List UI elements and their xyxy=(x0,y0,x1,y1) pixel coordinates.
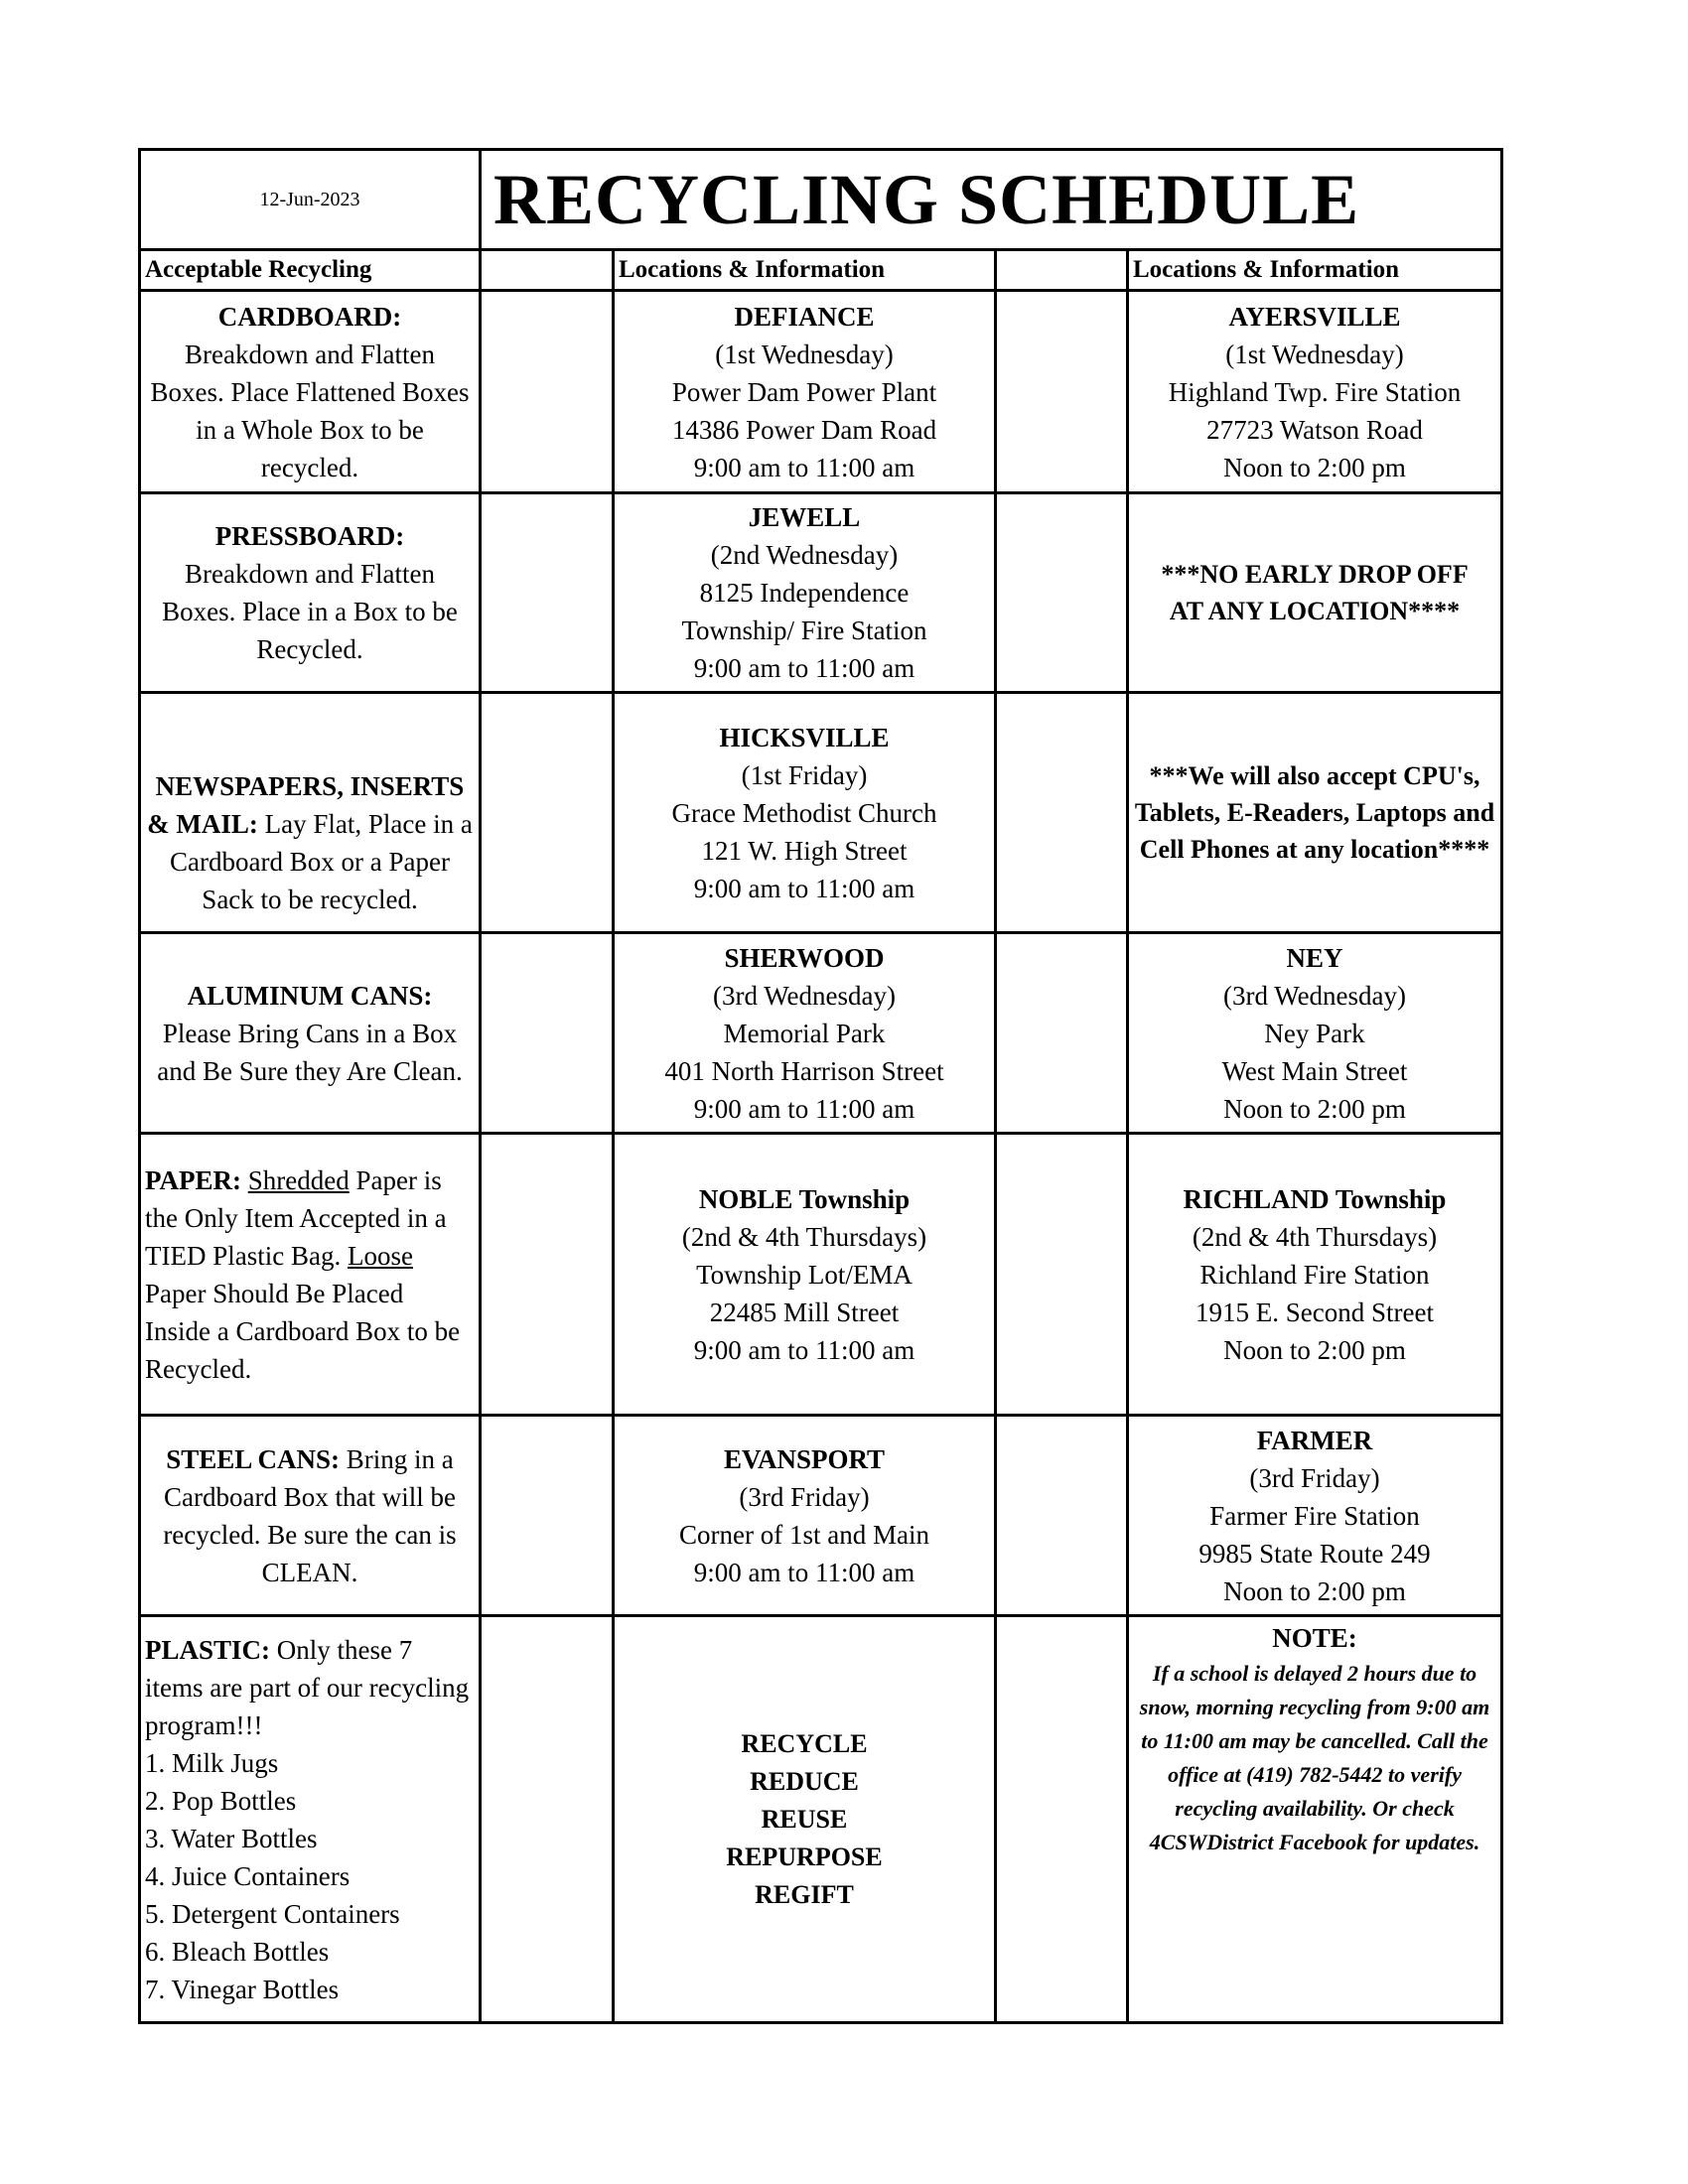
motto-cell xyxy=(614,1616,996,2023)
item-description: Breakdown and Flatten Boxes. Place in a Box to be Recycled. xyxy=(162,559,458,664)
item-label: PAPER: xyxy=(145,1164,241,1195)
location-farmer xyxy=(1128,1416,1502,1616)
spacer-cell xyxy=(996,933,1128,1134)
location-address: 27723 Watson Road xyxy=(1206,414,1423,445)
location-ayersville xyxy=(1128,291,1502,493)
item-description: Please Bring Cans in a Box and Be Sure they Are Clean. xyxy=(157,1018,463,1086)
no-early-drop-off-notice: ***NO EARLY DROP OFF AT ANY LOCATION**** xyxy=(1128,493,1502,693)
spacer-cell xyxy=(481,493,614,693)
location-place: Richland Fire Station xyxy=(1199,1259,1430,1290)
location-name: DEFIANCE xyxy=(734,301,875,332)
location-address: 1915 E. Second Street xyxy=(1196,1297,1434,1327)
item-pressboard xyxy=(140,493,481,693)
location-address: 121 W. High Street xyxy=(701,835,908,866)
location-place: Ney Park xyxy=(1264,1018,1365,1048)
note-text: If a school is delayed 2 hours due to snow, morning recycling from 9:00 am to 11:00 am may be cancelled. Call the office at (419) 782-5442 to verify recycling availability. Or check 4CSWDistrict Facebook for updates. xyxy=(1139,1661,1490,1854)
location-name: AYERSVILLE xyxy=(1228,301,1401,332)
location-name: NEY xyxy=(1286,942,1343,973)
item-description: Lay Flat, Place in a Cardboard Box or a Paper Sack to be recycled. xyxy=(170,808,473,914)
location-name: EVANSPORT xyxy=(723,1443,886,1474)
plastic-list-item: 3. Water Bottles xyxy=(145,1823,318,1853)
location-address: West Main Street xyxy=(1221,1055,1408,1086)
location-time: 9:00 am to 11:00 am xyxy=(693,873,915,903)
location-place: Power Dam Power Plant xyxy=(671,376,937,407)
location-time: Noon to 2:00 pm xyxy=(1223,1334,1406,1365)
location-richland-township xyxy=(1128,1134,1502,1416)
motto-word: REUSE xyxy=(761,1804,848,1834)
plastic-list-item: 4. Juice Containers xyxy=(145,1860,351,1891)
header-locations-2: Locations & Information xyxy=(1128,250,1502,291)
header-acceptable-recycling: Acceptable Recycling xyxy=(140,250,481,291)
plastic-list-item: 1. Milk Jugs xyxy=(145,1747,279,1778)
item-label: PRESSBOARD: xyxy=(214,521,405,551)
location-address: Township/ Fire Station xyxy=(681,615,927,645)
header-locations-1: Locations & Information xyxy=(614,250,996,291)
spacer-cell xyxy=(996,291,1128,493)
header-spacer xyxy=(481,250,614,291)
item-label: STEEL CANS: xyxy=(166,1443,341,1474)
location-time: Noon to 2:00 pm xyxy=(1223,1093,1406,1124)
loose-text: Loose xyxy=(347,1240,413,1271)
location-name: SHERWOOD xyxy=(724,942,885,973)
spacer-cell xyxy=(996,1616,1128,2023)
location-hicksville xyxy=(614,693,996,933)
location-place: Highland Twp. Fire Station xyxy=(1168,376,1462,407)
location-time: 9:00 am to 11:00 am xyxy=(693,1557,915,1587)
spacer-cell xyxy=(996,493,1128,693)
location-name: FARMER xyxy=(1256,1425,1373,1455)
location-time: 9:00 am to 11:00 am xyxy=(693,452,915,482)
spacer-cell xyxy=(996,1134,1128,1416)
spacer-cell xyxy=(996,1416,1128,1616)
recycling-schedule-table xyxy=(138,148,1503,2024)
location-defiance xyxy=(614,291,996,493)
location-place: Grace Methodist Church xyxy=(671,797,937,828)
location-day: (3rd Friday) xyxy=(1249,1462,1380,1493)
location-place: 8125 Independence xyxy=(699,578,910,608)
item-description: Breakdown and Flatten Boxes. Place Flattened Boxes in a Whole Box to be recycled. xyxy=(150,339,470,482)
location-day: (3rd Friday) xyxy=(739,1481,870,1512)
plastic-list-item: 2. Pop Bottles xyxy=(145,1785,297,1816)
spacer-cell xyxy=(481,933,614,1134)
motto-word: RECYCLE xyxy=(741,1728,868,1758)
location-address: 22485 Mill Street xyxy=(709,1297,900,1327)
location-ney xyxy=(1128,933,1502,1134)
spacer-cell xyxy=(481,1416,614,1616)
location-name: HICKSVILLE xyxy=(719,722,890,752)
spacer-cell xyxy=(481,1616,614,2023)
item-label: NEWSPAPERS, INSERTS & MAIL: xyxy=(147,770,465,839)
spacer-cell xyxy=(481,1134,614,1416)
table-row xyxy=(140,493,1502,693)
table-row xyxy=(140,1616,1502,2023)
item-description-2: Paper Should Be Placed Inside a Cardboard Box to be Recycled. xyxy=(145,1278,461,1384)
item-label: CARDBOARD: xyxy=(217,301,402,332)
location-day: (2nd & 4th Thursdays) xyxy=(681,1221,927,1252)
location-noble-township xyxy=(614,1134,996,1416)
plastic-list-item: 6. Bleach Bottles xyxy=(145,1936,330,1967)
location-name: NOBLE Township xyxy=(698,1183,911,1214)
title-row xyxy=(140,150,1502,250)
location-jewell xyxy=(614,493,996,693)
item-description: Bring in a Cardboard Box that will be recycled. Be sure the can is CLEAN. xyxy=(163,1443,457,1587)
header-spacer xyxy=(996,250,1128,291)
item-aluminum-cans xyxy=(140,933,481,1134)
location-address: 9985 State Route 249 xyxy=(1198,1538,1431,1569)
item-cardboard xyxy=(140,291,481,493)
location-address: 14386 Power Dam Road xyxy=(671,414,937,445)
electronics-notice: ***We will also accept CPU's, Tablets, E-Readers, Laptops and Cell Phones at any location**** xyxy=(1128,693,1502,933)
location-place: Township Lot/EMA xyxy=(696,1259,913,1290)
spacer-cell xyxy=(481,693,614,933)
note-cell xyxy=(1128,1616,1502,2023)
document-date: 12-Jun-2023 xyxy=(140,150,481,250)
location-sherwood xyxy=(614,933,996,1134)
location-time: 9:00 am to 11:00 am xyxy=(693,653,915,683)
motto-word: REGIFT xyxy=(755,1879,854,1909)
location-time: 9:00 am to 11:00 am xyxy=(693,1093,915,1124)
shredded-text: Shredded xyxy=(247,1164,350,1195)
item-newspapers xyxy=(140,693,481,933)
item-description: Paper is the Only Item Accepted in a TIED Plastic Bag. xyxy=(145,1164,447,1271)
note-title: NOTE: xyxy=(1272,1623,1357,1653)
location-place: Memorial Park xyxy=(723,1018,886,1048)
location-place: Farmer Fire Station xyxy=(1209,1500,1420,1531)
item-plastic xyxy=(140,1616,481,2023)
motto-word: REDUCE xyxy=(750,1766,859,1796)
location-day: (3rd Wednesday) xyxy=(1223,980,1407,1011)
location-place: Corner of 1st and Main xyxy=(679,1519,929,1550)
spacer-cell xyxy=(481,291,614,493)
location-time: Noon to 2:00 pm xyxy=(1223,452,1406,482)
table-row xyxy=(140,1416,1502,1616)
location-day: (2nd Wednesday) xyxy=(710,540,899,570)
item-steel-cans xyxy=(140,1416,481,1616)
item-description: Only these 7 items are part of our recycling program!!! xyxy=(145,1634,470,1740)
location-day: (1st Wednesday) xyxy=(715,339,894,369)
location-time: Noon to 2:00 pm xyxy=(1223,1575,1406,1606)
table-row xyxy=(140,291,1502,493)
motto-word: REPURPOSE xyxy=(726,1842,883,1871)
item-label: ALUMINUM CANS: xyxy=(187,980,433,1011)
location-name: RICHLAND Township xyxy=(1183,1183,1447,1214)
location-name: JEWELL xyxy=(748,502,861,532)
item-label: PLASTIC: xyxy=(145,1634,271,1665)
table-row xyxy=(140,1134,1502,1416)
location-day: (1st Wednesday) xyxy=(1225,339,1404,369)
location-time: 9:00 am to 11:00 am xyxy=(693,1334,915,1365)
plastic-list-item: 7. Vinegar Bottles xyxy=(145,1974,340,2004)
table-row xyxy=(140,693,1502,933)
location-day: (2nd & 4th Thursdays) xyxy=(1192,1221,1438,1252)
location-day: (1st Friday) xyxy=(741,759,868,790)
column-header-row xyxy=(140,250,1502,291)
location-evansport xyxy=(614,1416,996,1616)
table-row xyxy=(140,933,1502,1134)
item-paper xyxy=(140,1134,481,1416)
location-day: (3rd Wednesday) xyxy=(712,980,897,1011)
location-address: 401 North Harrison Street xyxy=(664,1055,944,1086)
plastic-list-item: 5. Detergent Containers xyxy=(145,1898,400,1929)
spacer-cell xyxy=(996,693,1128,933)
page-title: RECYCLING SCHEDULE xyxy=(481,150,1502,250)
